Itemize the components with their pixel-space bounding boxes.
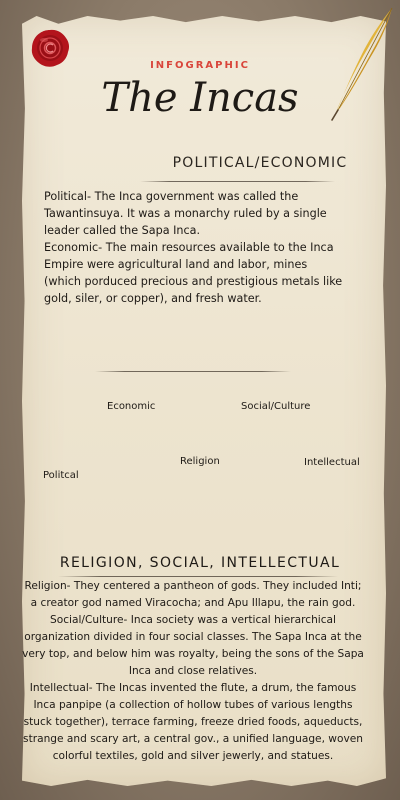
intellectual-paragraph: Intellectual- The Incas invented the flute, a drum, the famous Inca panpipe (a collection of hollow tubes of various lengths stuck together), terrace farming, freeze dried foods, aqueducts, strange and scary art, a central gov., a unified language, woven colorful textiles, gold and silver jewerly, and statues. xyxy=(23,682,363,762)
religion-social-intellectual-heading: RELIGION, SOCIAL, INTELLECTUAL xyxy=(59,555,341,571)
diagram-label-intellectual: Intellectual xyxy=(304,457,360,468)
heading-divider-2 xyxy=(58,576,338,577)
diagram-label-social-culture: Social/Culture xyxy=(241,401,311,412)
wax-seal-icon xyxy=(30,28,70,68)
political-economic-heading: POLITICAL/ECONOMIC xyxy=(172,155,348,171)
religion-social-intellectual-text xyxy=(20,578,366,765)
social-paragraph: Social/Culture- Inca society was a vertical hierarchical organization divided in four social classes. The Sapa Inca at the very top, and below him was royalty, being the sons of the Sapa Inca and close relatives. xyxy=(22,614,364,677)
infographic-kicker: INFOGRAPHIC xyxy=(150,60,250,71)
heading-divider xyxy=(140,181,335,182)
diagram-divider xyxy=(95,371,291,372)
page-title: The Incas xyxy=(101,75,299,121)
economic-paragraph: Economic- The main resources available to the Inca Empire were agricultural land and labor, mines (which porduced precious and prestigious metals like gold, siler, or copper), and fresh water. xyxy=(44,241,343,305)
religion-paragraph: Religion- They centered a pantheon of gods. They included Inti; a creator god named Viracocha; and Apu Illapu, the rain god. xyxy=(24,580,362,609)
political-paragraph: Political- The Inca government was called the Tawantinsuya. It was a monarchy ruled by a single leader called the Sapa Inca. xyxy=(44,190,327,237)
diagram-label-religion: Religion xyxy=(180,456,220,467)
diagram-label-economic: Economic xyxy=(107,401,156,412)
political-economic-text xyxy=(44,188,344,307)
diagram-label-politcal: Politcal xyxy=(43,470,79,481)
quill-pen-icon xyxy=(326,4,396,122)
